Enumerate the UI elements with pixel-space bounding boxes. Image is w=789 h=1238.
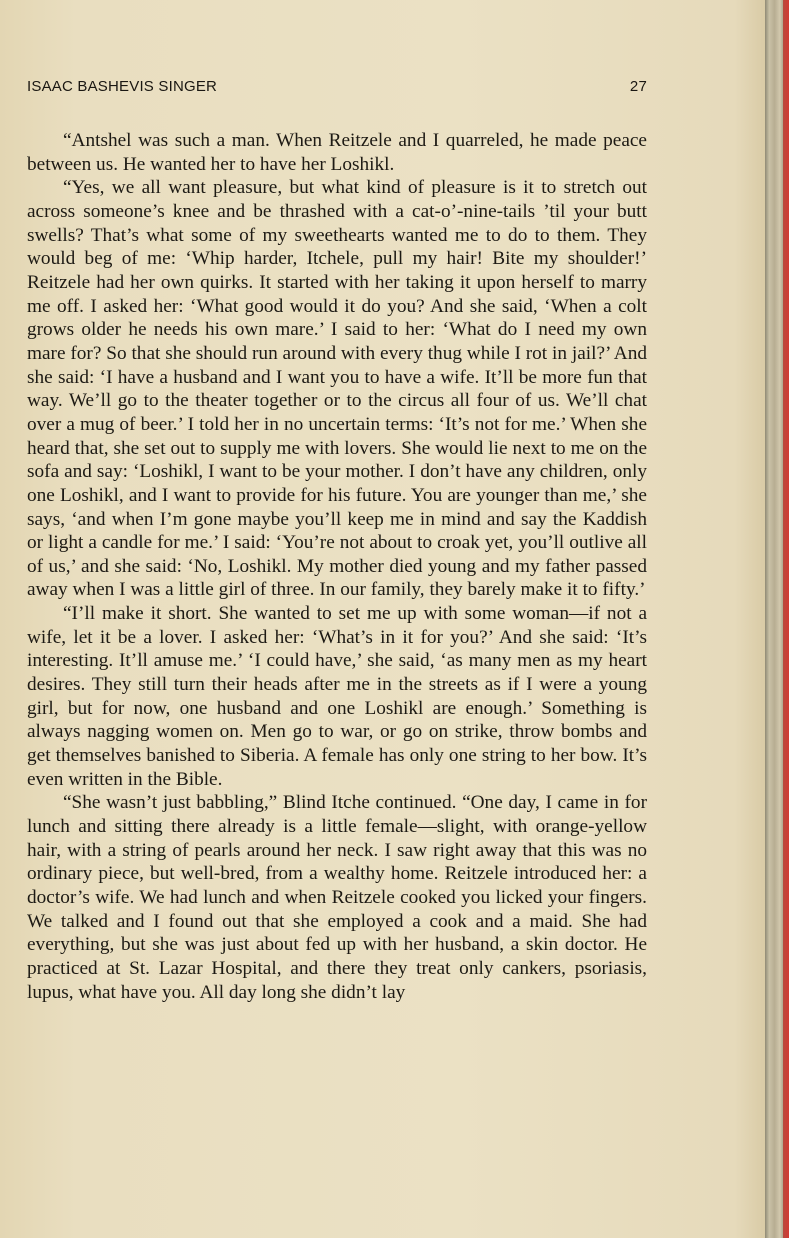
paragraph: “Antshel was such a man. When Reitzele and I quarreled, he made peace between us. He wanted her to have her Loshikl. <box>27 130 647 175</box>
paragraph: “Yes, we all want pleasure, but what kind of pleasure is it to stretch out across someone’s knee and be thrashed with a cat-o’-nine-tails ’til your butt swells? That’s what some of my sweethearts wanted me to do to them. They would beg of me: ‘Whip harder, Itchele, pull my hair! Bite my shoulder!’ Reitzele had her own quirks. It started with her taking it upon herself to marry me off. I asked her: ‘What good would it do you? And she said, ‘When a colt grows older he needs his own mare.’ I said to her: ‘What do I need my own mare for? So that she should run around with every thug while I rot in jail?’ And she said: ‘I have a husband and I want you to have a wife. It’ll be more fun that way. We’ll go to the theater together or to the circus all four of us. We’ll chat over a mug of beer.’ I told her in no uncertain terms: ‘It’s not for me.’ When she heard that, she set out to supply me with lovers. She would lie next to me on the sofa and say: ‘Loshikl, I want to be your mother. I don’t have any children, only one Loshikl, and I want to provide for his future. You are younger than me,’ she says, ‘and when I’m gone maybe you’ll keep me in mind and say the Kaddish or light a candle for me.’ I said: ‘You’re not about to croak yet, you’ll outlive all of us,’ and she said: ‘No, Loshikl. My mother died young and my father passed away when I was a little girl of three. In our family, they barely make it to fifty.’ <box>27 177 647 601</box>
body-text <box>27 129 647 1004</box>
author-name: ISAAC BASHEVIS SINGER <box>27 78 218 95</box>
paragraph: “I’ll make it short. She wanted to set me up with some woman—if not a wife, let it be a lover. I asked her: ‘What’s in it for you?’ And she said: ‘It’s interesting. It’ll amuse me.’ ‘I could have,’ she said, ‘as many men as my heart desires. They still turn their heads after me in the streets as if I were a young girl, but for now, one husband and one Loshikl are enough.’ Something is always nagging women on. Men go to war, or go on strike, throw bombs and get themselves banished to Siberia. A female has only one string to her bow. It’s even written in the Bible. <box>27 603 647 790</box>
page-number: 27 <box>629 78 647 95</box>
running-head <box>27 78 647 100</box>
paragraph: “She wasn’t just babbling,” Blind Itche continued. “One day, I came in for lunch and sitting there already is a little female—slight, with orange-yellow hair, with a string of pearls around her neck. I saw right away that this was no ordinary piece, but well-bred, from a wealthy home. Reitzele introduced her: a doctor’s wife. We had lunch and when Reitzele cooked you licked your fingers. We talked and I found out that she employed a cook and a maid. She had everything, but she was just about fed up with her husband, a skin doctor. He practiced at St. Lazar Hospital, and there they treat only cankers, psoriasis, lupus, what have you. All day long she didn’t lay <box>27 792 647 1003</box>
book-cover-edge <box>783 0 789 1238</box>
